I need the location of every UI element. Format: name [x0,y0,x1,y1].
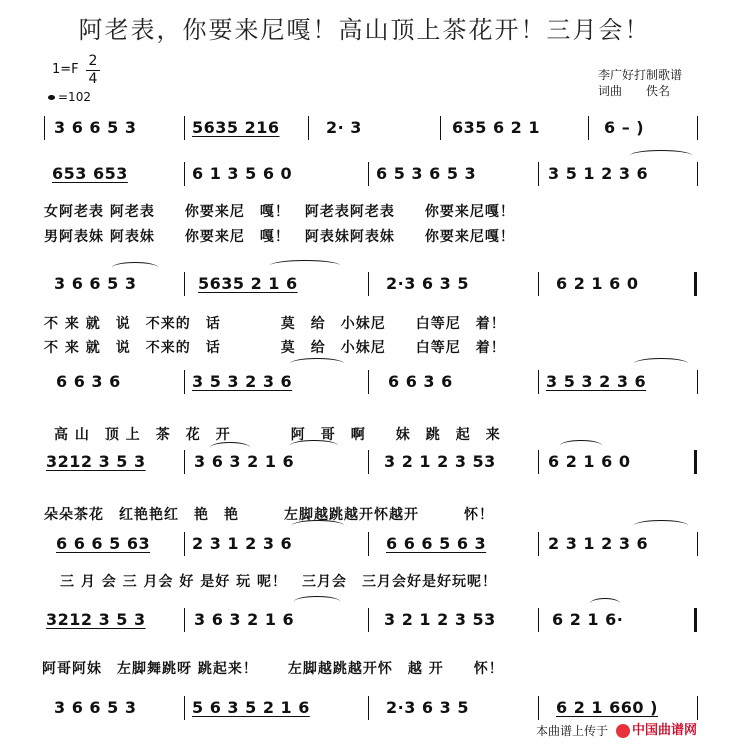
lyric-line: 男阿表妹 阿表妹 你要来尼 嘎！ 阿表妹阿表妹 你要来尼嘎！ [44,229,515,245]
measure: 3 6 6 5 3 [54,698,137,717]
song-title: 阿老表，你要来尼嘎！高山顶上茶花开！三月会！ [78,16,651,44]
measure: 5635 2 1 6 [198,274,298,293]
measure: 2 3 1 2 3 6 [548,534,649,553]
measure: 635 6 2 1 [452,118,541,137]
key-signature: 1=F [52,62,79,77]
upload-note: 本曲谱上传于 [536,724,609,738]
measure: 2 3 1 2 3 6 [192,534,293,553]
measure: 6 6 3 6 [56,372,121,391]
lyric-line: 三 月 会 三 月会 好 是好 玩 呢！ 三月会 三月会好是好玩呢！ [60,574,497,590]
lyric-line: 高 山 顶 上 茶 花 开 阿 哥 啊 妹 跳 起 来 [54,427,501,443]
measure: 6 – ) [604,118,645,137]
lyric-line: 不 来 就 说 不来的 话 莫 给 小妹尼 白等尼 着！ [44,340,506,356]
staff-row [0,608,729,634]
arranger-credit: 李广好打制歌谱 [598,68,683,82]
measure: 3 6 3 2 1 6 [194,452,295,471]
measure: 3 2 1 2 3 53 [384,452,496,471]
measure: 3212 3 5 3 [46,452,146,471]
measure: 6 6 6 5 6 3 [386,534,487,553]
measure: 6 5 3 6 5 3 [376,164,477,183]
measure: 3 6 3 2 1 6 [194,610,295,629]
staff-row [0,272,729,298]
measure: 6 2 1 6· [552,610,624,629]
staff-row [0,162,729,188]
lyric-line: 不 来 就 说 不来的 话 莫 给 小妹尼 白等尼 着！ [44,316,506,332]
staff-row [0,532,729,558]
staff-row [0,450,729,476]
measure: 3 6 6 5 3 [54,118,137,137]
lyric-line: 朵朵茶花 红艳艳红 艳 艳 左脚越跳越开怀越开 怀！ [44,507,494,523]
measure: 5 6 3 5 2 1 6 [192,698,310,717]
measure: 6 6 6 5 63 [56,534,151,553]
measure: 2·3 6 3 5 [386,698,469,717]
measure: 6 1 3 5 6 0 [192,164,293,183]
lyric-line: 女阿老表 阿老表 你要来尼 嘎！ 阿老表阿老表 你要来尼嘎！ [44,204,515,220]
measure: 6 2 1 6 0 [548,452,631,471]
quarter-note-icon [48,95,55,100]
measure: 3 5 3 2 3 6 [546,372,647,391]
measure: 6 2 1 660 ) [556,698,658,717]
meter-bottom: 4 [88,71,98,87]
measure: 653 653 [52,164,128,183]
logo-icon [616,724,630,738]
staff-row [0,116,729,142]
staff-row [0,370,729,396]
measure: 2· 3 [326,118,362,137]
site-logo[interactable]: 中国曲谱网 [616,719,728,739]
measure: 3 5 3 2 3 6 [192,372,293,391]
measure: 3212 3 5 3 [46,610,146,629]
lyric-line: 阿哥阿妹 左脚舞跳呀 跳起来！ 左脚越跳越开怀 越 开 怀！ [42,661,504,677]
measure: 5635 216 [192,118,280,137]
measure: 2·3 6 3 5 [386,274,469,293]
measure: 6 2 1 6 0 [556,274,639,293]
tempo-marking: =102 [48,90,91,104]
measure: 3 5 1 2 3 6 [548,164,649,183]
time-signature [86,54,100,87]
meter-top: 2 [88,53,98,69]
measure: 6 6 3 6 [388,372,453,391]
measure: 3 6 6 5 3 [54,274,137,293]
composer-credit: 词曲 佚名 [598,84,671,98]
measure: 3 2 1 2 3 53 [384,610,496,629]
